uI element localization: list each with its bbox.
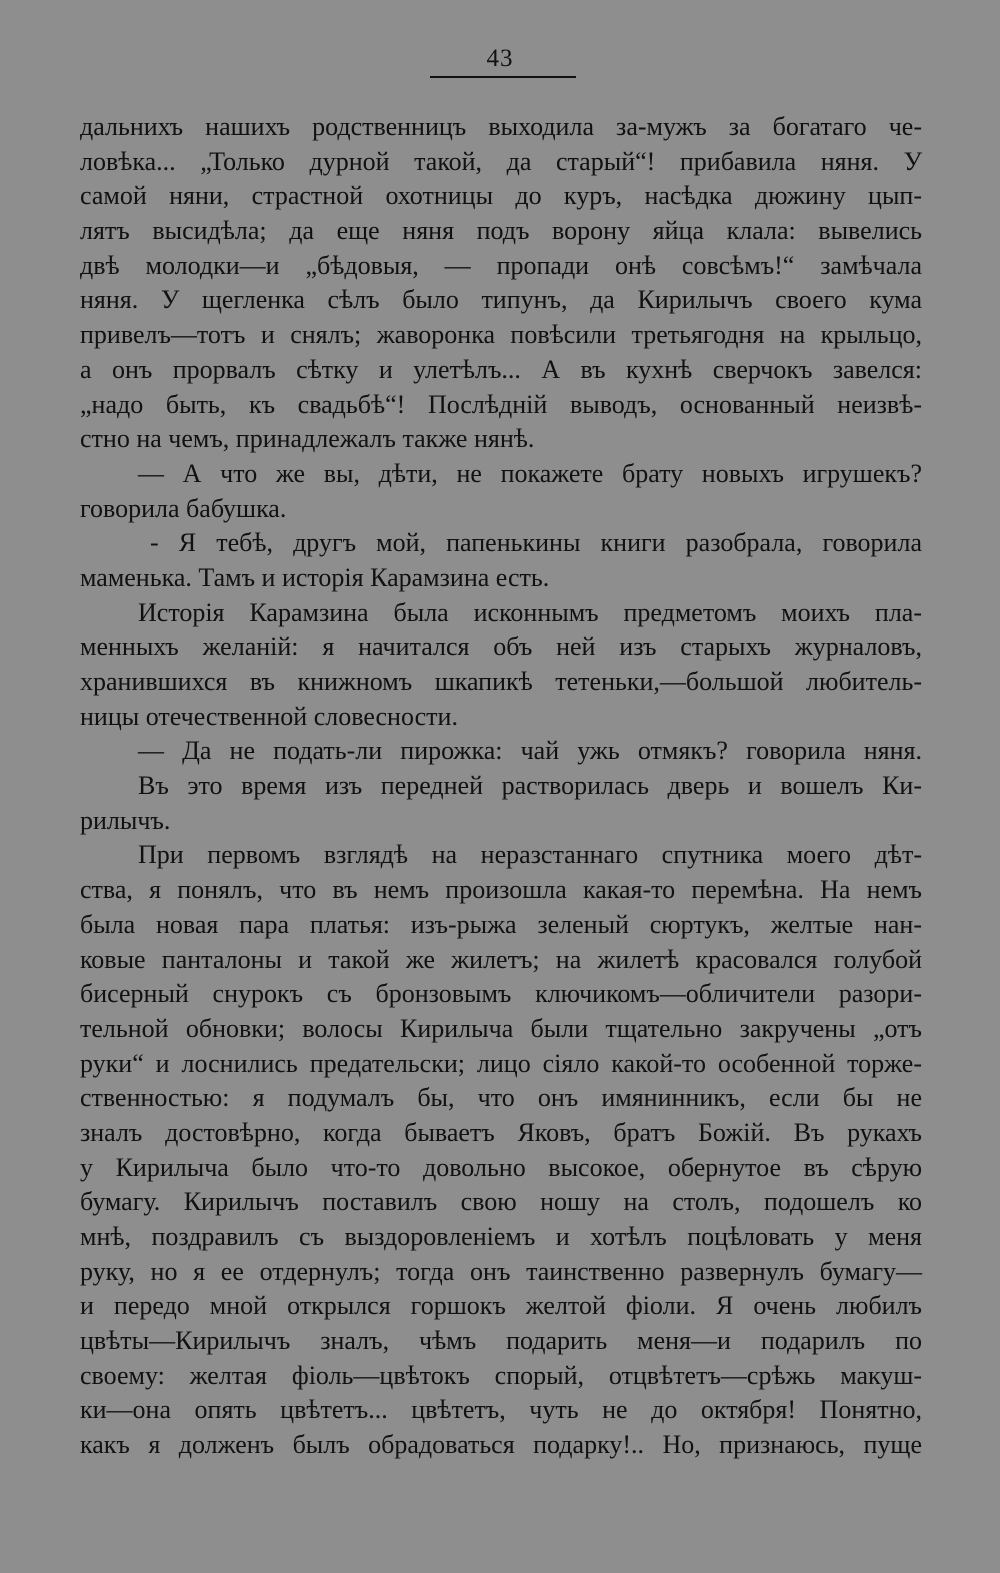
text-line: своему: желтая фіоль—цвѣтокъ спорый, отцвѣтетъ—срѣжь макуш- <box>80 1360 922 1390</box>
text-line: - Я тебѣ, другъ мой, папенькины книги разобрала, говорила <box>150 528 922 558</box>
text-line: — А что же вы, дѣти, не покажете брату новыхъ игрушекъ? <box>138 458 922 488</box>
text-line: ловѣка... „Только дурной такой, да старый“! прибавила няня. У <box>80 146 922 176</box>
text-line: дальнихъ нашихъ родственницъ выходила за-мужъ за богатаго че- <box>80 112 922 141</box>
text-line: ственностью: я подумалъ бы, что онъ имянинникъ, если бы не <box>80 1083 922 1113</box>
text-line: руку, но я ее отдернулъ; тогда онъ таинственно развернулъ бумагу— <box>80 1256 922 1286</box>
text-line: цвѣты—Кирилычъ зналъ, чѣмъ подарить меня—и подарилъ по <box>80 1326 922 1356</box>
text-line: зналъ достовѣрно, когда бываетъ Яковъ, братъ Божій. Въ рукахъ <box>80 1117 922 1147</box>
text-line: лятъ высидѣла; да еще няня подъ ворону яйца клала: вывелись <box>80 216 922 246</box>
text-line: — Да не подать-ли пирожка: чай ужь отмякъ? говорила няня. <box>138 736 922 766</box>
text-line: ковые панталоны и такой же жилетъ; на жилетѣ красовался голубой <box>80 944 922 974</box>
text-line: ки—она опять цвѣтетъ... цвѣтетъ, чуть не до октября! Понятно, <box>80 1395 922 1425</box>
text-line: двѣ молодки—и „бѣдовыя, — пропади онѣ совсѣмъ!“ замѣчала <box>80 250 922 280</box>
text-line: была новая пара платья: изъ-рыжа зеленый сюртукъ, желтые нан- <box>80 909 922 939</box>
text-line: и передо мной открылся горшокъ желтой фіоли. Я очень любилъ <box>80 1291 922 1321</box>
text-line: „надо быть, къ свадьбѣ“! Послѣдній выводъ, основанный неизвѣ- <box>80 389 922 419</box>
header-rule <box>430 76 576 78</box>
text-line: менныхъ желаній: я начитался объ ней изъ старыхъ журналовъ, <box>80 632 922 662</box>
text-line: Исторія Карамзина была исконнымъ предметомъ моихъ пла- <box>138 597 922 627</box>
text-line: тельной обновки; волосы Кирилыча были тщательно закручены „отъ <box>80 1013 922 1043</box>
text-line: Въ это время изъ передней растворилась дверь и вошелъ Ки- <box>138 771 922 801</box>
text-line: рилычъ. <box>80 805 171 835</box>
text-line: мнѣ, поздравилъ съ выздоровленіемъ и хотѣлъ поцѣловать у меня <box>80 1222 922 1251</box>
text-line: При первомъ взглядѣ на неразстаннаго спутника моего дѣт- <box>138 840 922 870</box>
text-line: а онъ прорвалъ сѣтку и улетѣлъ... А въ кухнѣ сверчокъ завелся: <box>80 354 922 384</box>
text-line: маменька. Тамъ и исторія Карамзина есть. <box>80 562 550 592</box>
text-line: какъ я долженъ былъ обрадоваться подарку!.. Но, признаюсь, пуще <box>80 1430 922 1460</box>
body-text <box>80 110 922 1463</box>
text-line: бумагу. Кирилычъ поставилъ свою ношу на столъ, подошелъ ко <box>80 1187 922 1217</box>
text-line: ства, я понялъ, что въ немъ произошла какая-то перемѣна. На немъ <box>80 875 922 905</box>
text-line: стно на чемъ, принадлежалъ также нянѣ. <box>80 424 535 454</box>
text-line: няня. У щегленка сѣлъ было типунъ, да Кирилычъ своего кума <box>80 285 922 315</box>
text-line: бисерный снурокъ съ бронзовымъ ключикомъ—обличители разори- <box>80 979 922 1009</box>
text-line: у Кирилыча было что-то довольно высокое, обернутое въ сѣрую <box>80 1152 922 1182</box>
text-line: ницы отечественной словесности. <box>80 701 458 731</box>
page-number: 43 <box>486 45 514 72</box>
text-line: говорила бабушка. <box>80 493 287 523</box>
text-line: привелъ—тотъ и снялъ; жаворонка повѣсили третьягодня на крыльцо, <box>80 320 922 350</box>
text-line: самой няни, страстной охотницы до куръ, насѣдка дюжину цып- <box>80 181 922 211</box>
text-line: руки“ и лоснились предательски; лицо сіяло какой-то особенной торже- <box>80 1048 922 1078</box>
text-line: хранившихся въ книжномъ шкапикѣ тетеньки,—большой любитель- <box>80 667 922 696</box>
